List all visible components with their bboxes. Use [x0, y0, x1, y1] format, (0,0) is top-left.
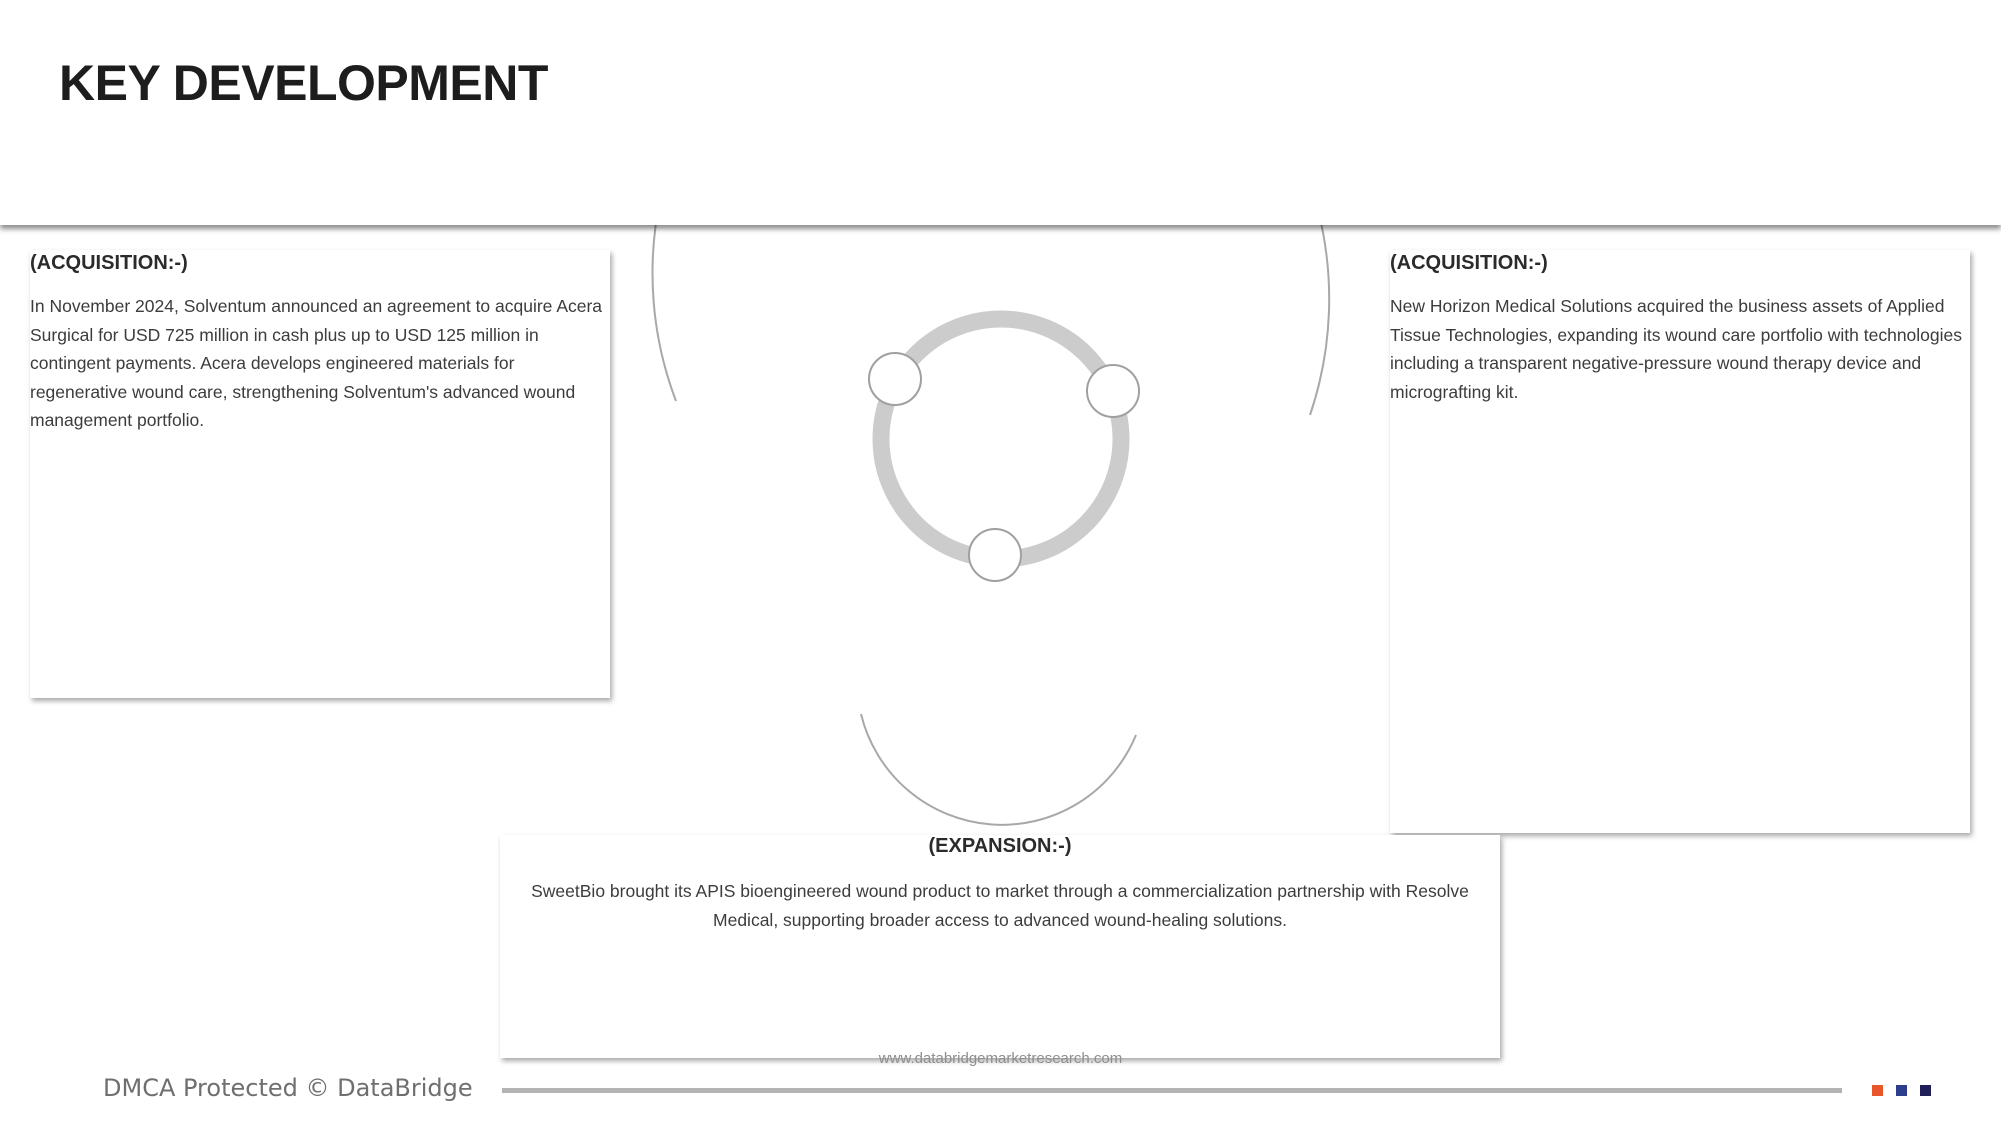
accent-square-orange [1872, 1085, 1883, 1096]
footer-brand: DMCA Protected © DataBridge [103, 1074, 473, 1102]
header-bar [0, 0, 2001, 225]
card-body: SweetBio brought its APIS bioengineered wound product to market through a commercialization partnership with Resolve Medical, supporting broader access to advanced wound-healing solutions. [531, 881, 1469, 930]
ring-node-left [869, 353, 921, 405]
development-card-right [1390, 250, 1970, 833]
accent-square-blue [1896, 1085, 1907, 1096]
card-heading: (EXPANSION:-) [928, 835, 1072, 857]
card-body: New Horizon Medical Solutions acquired the business assets of Applied Tissue Technologies, expanding its wound care portfolio with technologies including a transparent negative-pressure wound therapy device and micrografting kit. [1390, 296, 1963, 402]
development-card-bottom [500, 835, 1500, 1058]
card-heading: (ACQUISITION:-) [1390, 252, 1548, 274]
page-title: KEY DEVELOPMENT [59, 55, 548, 111]
arc-left [653, 200, 676, 401]
card-body: In November 2024, Solventum announced an agreement to acquire Acera Surgical for USD 725 million in cash plus up to USD 125 million in contingent payments. Acera develops engineered materials for regenerative wound care, strengthening Solventum's advanced wound management portfolio. [30, 296, 603, 430]
card-heading: (ACQUISITION:-) [30, 252, 188, 274]
footer-divider [502, 1088, 1842, 1093]
arc-bottom [861, 714, 1136, 825]
ring-node-right [1087, 365, 1139, 417]
arc-right [1310, 210, 1329, 415]
ring-node-bottom [969, 529, 1021, 581]
development-card-left [30, 250, 610, 698]
accent-square-navy [1920, 1085, 1931, 1096]
center-ring [881, 319, 1121, 559]
footer-website[interactable]: www.databridgemarketresearch.com [878, 1050, 1123, 1067]
